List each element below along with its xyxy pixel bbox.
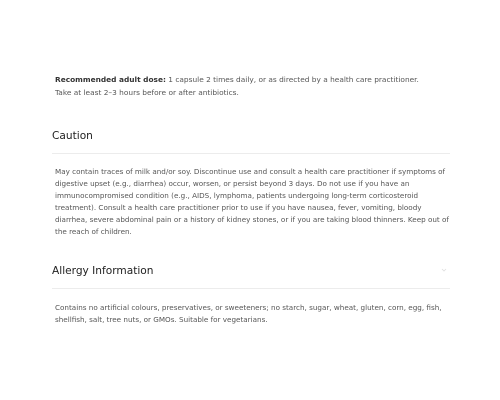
chevron-icon[interactable] xyxy=(441,266,447,276)
caution-text xyxy=(55,166,453,239)
caution-line: immunocompromised condition (e.g., AIDS, lymphoma, patients undergoing long-term corticosteroid xyxy=(55,191,419,201)
allergy-line: shellfish, salt, tree nuts, or GMOs. Suitable for vegetarians. xyxy=(55,315,268,325)
allergy-heading[interactable]: Allergy Information xyxy=(52,265,154,277)
caution-heading[interactable]: Caution xyxy=(52,130,93,142)
caution-divider xyxy=(52,153,450,154)
allergy-line: Contains no artificial colours, preservatives, or sweeteners; no starch, sugar, wheat, gluten, corn, egg, fish, xyxy=(55,303,442,312)
caution-line: diarrhea, severe abdominal pain or a history of kidney stones, or if you are taking blood thinners. Keep out of xyxy=(55,215,449,225)
dosage-line-1 xyxy=(55,74,455,87)
allergy-divider xyxy=(52,288,450,289)
dosage-instructions: 1 capsule 2 times daily, or as directed by a health care practitioner. xyxy=(165,75,419,84)
caution-line: the reach of children. xyxy=(55,227,132,237)
allergy-text xyxy=(55,302,453,326)
dosage-label: Recommended adult dose: xyxy=(55,75,166,84)
caution-line: treatment). Consult a health care practitioner prior to use if you have nausea, fever, vomiting, bloody xyxy=(55,203,422,213)
caution-line: May contain traces of milk and/or soy. Discontinue use and consult a health care practitioner if symptoms of xyxy=(55,167,446,176)
caution-line: digestive upset (e.g., diarrhea) occur, worsen, or persist beyond 3 days. Do not use if you have an xyxy=(55,179,410,189)
dosage-line-2: Take at least 2–3 hours before or after antibiotics. xyxy=(55,87,239,97)
chevron-icon-svg xyxy=(441,267,447,273)
dosage-info xyxy=(55,74,455,99)
